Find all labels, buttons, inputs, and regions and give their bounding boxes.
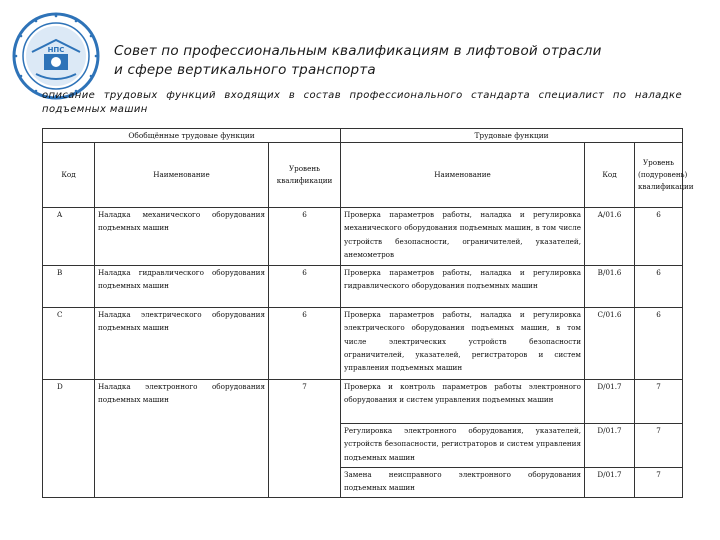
group-name: Наладка электронного оборудования подъемных машин bbox=[95, 380, 269, 498]
group-code: C bbox=[43, 308, 95, 380]
function-code: D/01.7 bbox=[585, 424, 635, 468]
page-title bbox=[114, 42, 714, 80]
group-code: B bbox=[43, 266, 95, 308]
table-row bbox=[43, 208, 683, 266]
functions-table bbox=[42, 128, 694, 498]
group-code: A bbox=[43, 208, 95, 266]
group-code: D bbox=[43, 380, 95, 498]
function-code: D/01.7 bbox=[585, 380, 635, 424]
function-name: Проверка и контроль параметров работы электронного оборудования и систем управления подъемных машин bbox=[341, 380, 585, 424]
generalized-functions-header: Обобщённые трудовые функции bbox=[43, 129, 341, 143]
function-name: Проверка параметров работы, наладка и регулировка механического оборудования подъемных машин, в том числе устройств безопасности, ограничителей, указателей, анемометров bbox=[341, 208, 585, 266]
col-name: Наименование bbox=[95, 143, 269, 208]
labor-functions-header: Трудовые функции bbox=[341, 129, 683, 143]
council-logo bbox=[12, 12, 100, 100]
group-level: 6 bbox=[269, 266, 341, 308]
function-level: 6 bbox=[635, 308, 683, 380]
logo-center-text: НПС bbox=[47, 46, 65, 54]
function-code: A/01.6 bbox=[585, 208, 635, 266]
function-code: C/01.6 bbox=[585, 308, 635, 380]
table-row bbox=[43, 308, 683, 380]
col-tf-code: Код bbox=[585, 143, 635, 208]
group-name: Наладка электрического оборудования подъемных машин bbox=[95, 308, 269, 380]
function-name: Проверка параметров работы, наладка и регулировка электрического оборудования подъемных машин, в том числе электрических устройств безопасности ограничителей, указателей, регистраторов и систем управления подъемных машин bbox=[341, 308, 585, 380]
col-level: Уровень квалификации bbox=[269, 143, 341, 208]
function-level: 7 bbox=[635, 424, 683, 468]
title-line-1: Совет по профессиональным квалификациям в лифтовой отрасли bbox=[114, 43, 602, 59]
function-level: 7 bbox=[635, 380, 683, 424]
function-name: Замена неисправного электронного оборудования подъемных машин bbox=[341, 468, 585, 498]
group-level: 6 bbox=[269, 308, 341, 380]
col-code: Код bbox=[43, 143, 95, 208]
function-name: Регулировка электронного оборудования, указателей, устройств безопасности, регистраторов и систем управления подъемных машин bbox=[341, 424, 585, 468]
table-row bbox=[43, 380, 683, 424]
function-name: Проверка параметров работы, наладка и регулировка гидравлического оборудования подъемных машин bbox=[341, 266, 585, 308]
table-row bbox=[43, 266, 683, 308]
group-name: Наладка механического оборудования подъемных машин bbox=[95, 208, 269, 266]
function-code: B/01.6 bbox=[585, 266, 635, 308]
subtitle: описание трудовых функций входящих в состав профессионального стандарта специалист по наладке подъемных машин bbox=[42, 90, 682, 115]
function-code: D/01.7 bbox=[585, 468, 635, 498]
function-level: 6 bbox=[635, 266, 683, 308]
group-level: 6 bbox=[269, 208, 341, 266]
col-tf-name: Наименование bbox=[341, 143, 585, 208]
group-level: 7 bbox=[269, 380, 341, 498]
function-level: 6 bbox=[635, 208, 683, 266]
title-line-2: и сфере вертикального транспорта bbox=[114, 62, 376, 78]
col-tf-level: Уровень (подуровень) квалификации bbox=[635, 143, 683, 208]
function-level: 7 bbox=[635, 468, 683, 498]
group-name: Наладка гидравлического оборудования подъемных машин bbox=[95, 266, 269, 308]
